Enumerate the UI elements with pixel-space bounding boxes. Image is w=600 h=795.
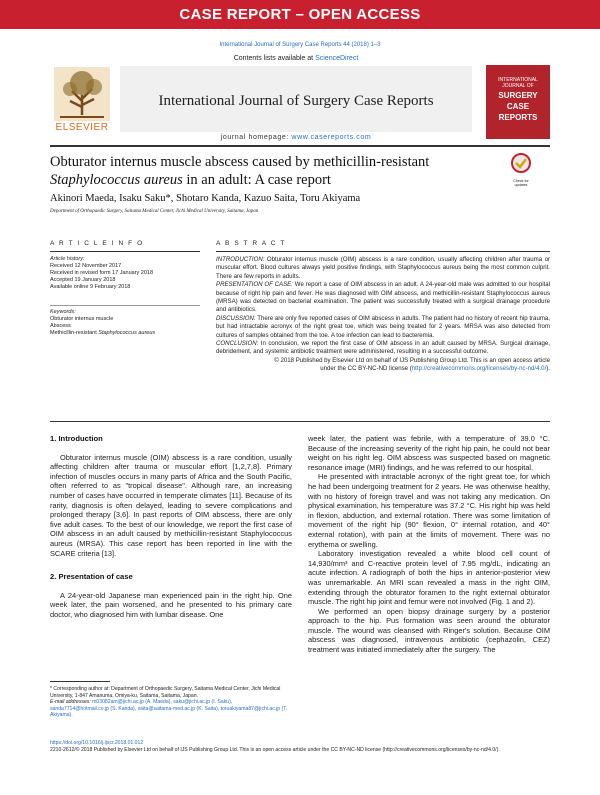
check-for-updates-icon (507, 152, 535, 174)
abstract-bottom-rule (50, 421, 550, 422)
right-paragraph-3: Laboratory investigation revealed a white blood cell count of 14,930/mm³ and C-reactive protein level of 7.95 mg/dL, indicating an acute infection. A radiograph of both the hips in anterior-posterior view was unremarkable. An MRI scan revealed a mass in the right OIM, extending through the obturator foramen to the right external obturator muscle. The right hip joint and femur were not involved (Fig. 1 and 2). (308, 549, 550, 607)
presentation-label: PRESENTATION OF CASE: (216, 281, 293, 289)
journal-cover-image (486, 65, 550, 139)
article-title (50, 153, 490, 189)
journal-citation[interactable]: International Journal of Surgery Case Reports 44 (2018) 1–3 (219, 42, 381, 48)
contents-prefix: Contents lists available at (233, 55, 314, 62)
title-line2: in an adult: A case report (182, 172, 331, 188)
homepage-line (120, 134, 472, 141)
footnote (50, 686, 292, 719)
check-for-updates-badge[interactable] (507, 152, 535, 187)
history-label: Article history: (50, 256, 85, 262)
affiliation: Department of Orthopaedic Surgery, Saitama Medical Center, Jichi Medical University, Saitama, Japan (50, 209, 259, 214)
section-2-heading: 2. Presentation of case (50, 572, 133, 582)
intro-text: Obturator internus muscle (OIM) abscess is a rare condition, usually affecting children after trauma or muscular effort. Blood cultures always yield positive findings, with Staphylococcus aureus being the most common culprit. There are few reports in adults. (216, 256, 550, 280)
keyword-3-prefix: Methicillin-resistant (50, 330, 99, 336)
info-rule (50, 251, 200, 252)
article-history (50, 256, 200, 291)
keyword-1[interactable]: Obturator internus muscle (50, 316, 114, 322)
history-received: Received 12 November 2017 (50, 263, 122, 269)
elsevier-wordmark: ELSEVIER (55, 122, 109, 133)
history-online: Available online 9 February 2018 (50, 284, 131, 290)
abstract-discussion (216, 315, 550, 340)
discussion-label: DISCUSSION: (216, 314, 256, 322)
conclusion-label: CONCLUSION: (216, 340, 259, 348)
title-line1: Obturator internus muscle abscess caused by methicillin-resistant (50, 154, 430, 170)
check-for-updates-label: Check for updates (513, 179, 529, 187)
abstract-rule (216, 251, 550, 252)
abstract-presentation (216, 281, 550, 315)
abstract-body (216, 256, 550, 374)
copyright-line1: © 2018 Published by Elsevier Ltd on behalf of IJS Publishing Group Ltd. This is an open access article (274, 356, 550, 364)
abstract-introduction (216, 256, 550, 281)
discussion-text: There are only five reported cases of OIM abscess in adults. The patient had no history of recent hip trauma, but had intractable acronyx of the right great toe, which was being treated for 2 years. MRSA was also detected from cultures of samples obtained from the toe. A toe infection can lead to bacteremia. (216, 314, 550, 339)
cover-line3: CASE (506, 102, 530, 111)
title-italic: Staphylococcus aureus (50, 172, 183, 188)
history-accepted: Accepted 19 January 2018 (50, 277, 116, 283)
right-paragraph-2: He presented with intractable acronyx of the right great toe, for which he had been undergoing treatment for 2 years. He was otherwise healthy, with no history of foreign travel and was not taking any medication. On physical examination, his temperature was 37.2 °C. His right hip was held in flexion, abduction, and external rotation. There was some limitation of movement of the right hip (90° flexion, 0° internal rotation, and 40° external rotation), with pain at the limits of movement. There was no erythema or swelling. (308, 472, 550, 549)
cover-line4: REPORTS (498, 113, 538, 122)
abstract-conclusion (216, 340, 550, 357)
cover-line1: INTERNATIONAL JOURNAL OF (498, 77, 538, 89)
keywords-label: Keywords: (50, 309, 76, 315)
keyword-3-italic: Staphylococcus aureus (98, 330, 156, 336)
article-info-heading: A R T I C L E I N F O (50, 240, 144, 247)
keywords (50, 309, 200, 337)
intro-label: INTRODUCTION: (216, 256, 265, 263)
history-revised: Received in revised form 17 January 2018 (50, 270, 154, 276)
sciencedirect-link[interactable]: ScienceDirect (315, 55, 359, 62)
corresponding-author: * Corresponding author at: Department of Orthopaedic Surgery, Saitama Medical Center, Jichi Medical University, 1-847 Amanuma, Omiya-ku, Saitama, Saitama, Japan. (50, 686, 281, 699)
section-1-paragraph: Obturator internus muscle (OIM) abscess is a rare condition, usually affecting children after trauma or muscular effort [1,2,7,8]. Primary infection of muscles occurs in many parts of Africa and the South Pacific, often referred to as "tropical disease". Although rare, an increasing number of cases have occurred in temperate climates [11]. Because of its rarity, diagnosis is often delayed, leading to severe complications and prolonged therapy [3,6]. In past reports of OIM abscess, there are only five adult cases. To the best of our knowledge, we report the first case of OIM abscess in an adult caused by methicillin-resistant Staphylococcus aureus (MRSA). This case report has been reported in line with the SCARE criteria [13]. (50, 452, 292, 558)
email-list[interactable]: m03082am@jichi.ac.jp (A. Maeda), saku@jichi.ac.jp (I. Saku), sanda7714@hotmail.co.jp (S. Kanda), saita@saitama-med.ac.jp (K. Saita), toruakiyama87@jichi.ac.jp (T. Akiyama). (50, 699, 288, 718)
left-column (50, 434, 292, 620)
open-access-banner: CASE REPORT – OPEN ACCESS (0, 0, 600, 29)
footnote-rule (50, 681, 110, 682)
doi-block (50, 740, 550, 753)
journal-header (50, 55, 550, 145)
header-rule (50, 145, 550, 147)
presentation-text: We report a case of OIM abscess in an adult. A 24-year-old male was admitted to our hospital because of right hip pain and fever. He was diagnosed with OIM abscess, and methicillin-resistant Staphylococcus aureus (MRSA) was detected on bacterial examination. The patient was successfully treated with a surgical drainage procedure and antibiotics. (216, 281, 550, 314)
keyword-3[interactable] (50, 330, 200, 337)
abstract-copyright (216, 357, 550, 374)
journal-title[interactable]: International Journal of Surgery Case Reports (158, 93, 434, 109)
doi-link[interactable]: https://doi.org/10.1016/j.ijscr.2018.01.012 (50, 740, 144, 746)
section-1-heading: 1. Introduction (50, 434, 103, 443)
author-list[interactable]: Akinori Maeda, Isaku Saku*, Shotaro Kanda, Kazuo Saita, Toru Akiyama (50, 193, 361, 204)
homepage-prefix: journal homepage: (220, 134, 289, 141)
abstract-heading: A B S T R A C T (216, 240, 286, 247)
keywords-rule (50, 305, 200, 306)
section-2-paragraph: A 24-year-old Japanese man experienced pain in the right hip. One week later, the pain worsened, and he presented to his primary care doctor, who diagnosed him with lumbar disease. One (50, 590, 292, 619)
right-paragraph-1: week later, the patient was febrile, with a temperature of 39.0 °C. Because of the increasing severity of the right hip pain, he could not bear weight on his right leg. OIM abscess was suspected based on magnetic resonance image (MRI) findings, and he was referred to our hospital. (308, 434, 550, 472)
copyright-line2: under the CC BY-NC-ND license ( (320, 365, 412, 373)
homepage-link[interactable]: www.casereports.com (291, 134, 372, 141)
email-label: E-mail addresses: (50, 699, 91, 705)
keyword-2[interactable]: Abscess (50, 323, 71, 329)
right-paragraph-4: We performed an open biopsy drainage surgery by a posterior approach to the hip. Pus formation was seen around the obturator muscle. The wound was cleansed with Ringer's solution. Because OIM abscess was diagnosed, intravenous antibiotic (cephazolin, CEZ) treatment was initiated immediately after the surgery. The (308, 606, 550, 655)
issn-license: 2210-2612/© 2018 Published by Elsevier Ltd on behalf of IJS Publishing Group Ltd. This is an open access article under the CC BY-NC-ND license (http://creativecommons.org/licenses/by-nc-nd/4.0/). (50, 746, 500, 753)
cover-line2: SURGERY (498, 91, 538, 100)
license-link[interactable]: http://creativecommons.org/licenses/by-nc-nd/4.0/ (411, 365, 547, 373)
conclusion-text: In conclusion, we report the first case of OIM abscess in an adult caused by MRSA. Surgical drainage, debridement, and systemic antibiotic treatment were administered, resulting in a successful outcome. (216, 340, 550, 356)
contents-line (120, 55, 472, 62)
right-column (308, 434, 550, 655)
email-addresses (50, 699, 292, 719)
copyright-line3: ). (546, 365, 550, 373)
